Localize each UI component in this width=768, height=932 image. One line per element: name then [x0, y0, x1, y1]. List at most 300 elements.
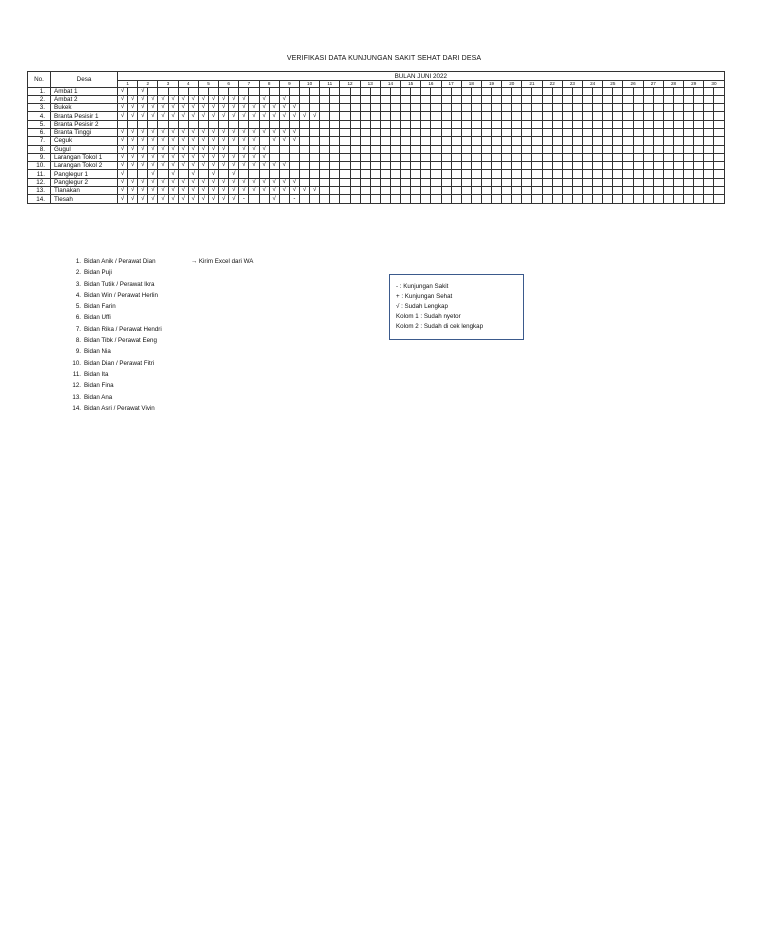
- mark-kolom-2: [572, 128, 582, 136]
- legend-item: + : Kunjungan Sehat: [396, 293, 453, 300]
- mark-kolom-1: [542, 104, 552, 112]
- mark-kolom-2: √: [128, 145, 138, 153]
- mark-kolom-2: [431, 120, 441, 128]
- mark-kolom-2: √: [208, 104, 218, 112]
- mark-kolom-2: √: [289, 128, 299, 136]
- mark-kolom-2: [431, 195, 441, 203]
- mark-kolom-1: [441, 178, 451, 186]
- mark-kolom-2: √: [188, 104, 198, 112]
- mark-kolom-1: [340, 195, 350, 203]
- row-desa: Branta Tinggi: [51, 128, 118, 136]
- mark-kolom-1: [542, 128, 552, 136]
- day-header: 5: [198, 81, 218, 88]
- officer-number: 11.: [72, 370, 81, 378]
- mark-kolom-1: [623, 162, 633, 170]
- mark-kolom-2: [310, 87, 320, 95]
- mark-kolom-1: [279, 145, 289, 153]
- row-desa: Larangan Tokol 1: [51, 153, 118, 161]
- mark-kolom-2: [532, 128, 542, 136]
- mark-kolom-1: [340, 95, 350, 103]
- mark-kolom-2: √: [148, 153, 158, 161]
- mark-kolom-1: [421, 178, 431, 186]
- mark-kolom-1: [502, 112, 512, 120]
- mark-kolom-2: √: [229, 187, 239, 195]
- mark-kolom-2: [471, 178, 481, 186]
- mark-kolom-1: [603, 137, 613, 145]
- mark-kolom-2: [593, 178, 603, 186]
- mark-kolom-1: √: [299, 187, 309, 195]
- table-row: [28, 187, 725, 195]
- mark-kolom-2: [633, 120, 643, 128]
- list-item: [64, 312, 162, 323]
- mark-kolom-2: [532, 120, 542, 128]
- mark-kolom-2: √: [249, 112, 259, 120]
- mark-kolom-1: √: [198, 104, 208, 112]
- mark-kolom-2: √: [128, 178, 138, 186]
- mark-kolom-1: [542, 187, 552, 195]
- officer-number: 5.: [75, 303, 81, 311]
- legend-item: Kolom 2 : Sudah di cek lengkap: [396, 323, 484, 330]
- mark-kolom-2: [593, 104, 603, 112]
- mark-kolom-1: √: [118, 178, 128, 186]
- list-item: [64, 290, 162, 301]
- mark-kolom-1: [522, 120, 532, 128]
- mark-kolom-1: [704, 128, 714, 136]
- mark-kolom-1: [299, 120, 309, 128]
- mark-kolom-2: √: [128, 137, 138, 145]
- mark-kolom-2: [694, 187, 704, 195]
- mark-kolom-1: [340, 128, 350, 136]
- mark-kolom-1: √: [118, 162, 128, 170]
- mark-kolom-1: [562, 120, 572, 128]
- mark-kolom-2: [552, 162, 562, 170]
- mark-kolom-1: [603, 128, 613, 136]
- mark-kolom-1: [421, 95, 431, 103]
- mark-kolom-2: √: [188, 112, 198, 120]
- mark-kolom-1: √: [158, 128, 168, 136]
- mark-kolom-1: [481, 120, 491, 128]
- mark-kolom-1: √: [259, 112, 269, 120]
- mark-kolom-2: [249, 195, 259, 203]
- mark-kolom-1: [320, 153, 330, 161]
- mark-kolom-2: [390, 153, 400, 161]
- mark-kolom-1: √: [158, 95, 168, 103]
- mark-kolom-2: [674, 153, 684, 161]
- mark-kolom-2: [310, 162, 320, 170]
- officer-name: Bidan Ita: [84, 370, 109, 378]
- mark-kolom-1: √: [239, 162, 249, 170]
- mark-kolom-2: [674, 87, 684, 95]
- mark-kolom-1: [299, 145, 309, 153]
- mark-kolom-1: √: [198, 145, 208, 153]
- mark-kolom-2: [330, 137, 340, 145]
- mark-kolom-1: [320, 104, 330, 112]
- mark-kolom-1: [461, 104, 471, 112]
- mark-kolom-1: √: [158, 153, 168, 161]
- mark-kolom-2: [229, 120, 239, 128]
- mark-kolom-2: [653, 153, 663, 161]
- mark-kolom-2: [674, 162, 684, 170]
- day-header: 15: [401, 81, 421, 88]
- mark-kolom-2: [471, 162, 481, 170]
- mark-kolom-1: [502, 128, 512, 136]
- mark-kolom-1: √: [259, 128, 269, 136]
- mark-kolom-1: [562, 162, 572, 170]
- mark-kolom-1: [461, 162, 471, 170]
- mark-kolom-2: √: [168, 162, 178, 170]
- mark-kolom-1: [603, 170, 613, 178]
- mark-kolom-2: [694, 112, 704, 120]
- mark-kolom-1: [401, 187, 411, 195]
- mark-kolom-1: √: [219, 95, 229, 103]
- mark-kolom-1: [320, 170, 330, 178]
- mark-kolom-1: [461, 137, 471, 145]
- mark-kolom-1: [401, 170, 411, 178]
- mark-kolom-1: [623, 187, 633, 195]
- mark-kolom-2: [552, 137, 562, 145]
- mark-kolom-2: [653, 120, 663, 128]
- mark-kolom-1: [421, 170, 431, 178]
- mark-kolom-1: [259, 195, 269, 203]
- mark-kolom-2: [492, 112, 502, 120]
- mark-kolom-2: [471, 120, 481, 128]
- mark-kolom-2: [350, 195, 360, 203]
- mark-kolom-2: [289, 170, 299, 178]
- mark-kolom-1: √: [138, 178, 148, 186]
- mark-kolom-2: [471, 95, 481, 103]
- header-month: BULAN JUNI 2022: [118, 72, 725, 81]
- mark-kolom-2: √: [229, 153, 239, 161]
- mark-kolom-2: [613, 120, 623, 128]
- mark-kolom-1: [583, 128, 593, 136]
- mark-kolom-2: [269, 87, 279, 95]
- mark-kolom-1: [542, 153, 552, 161]
- mark-kolom-1: √: [198, 137, 208, 145]
- mark-kolom-1: [360, 153, 370, 161]
- mark-kolom-2: √: [188, 187, 198, 195]
- officer-number: 7.: [75, 325, 81, 333]
- mark-kolom-1: [684, 112, 694, 120]
- mark-kolom-2: [492, 120, 502, 128]
- mark-kolom-1: [502, 137, 512, 145]
- mark-kolom-2: [492, 187, 502, 195]
- table-row: [28, 120, 725, 128]
- mark-kolom-2: [532, 153, 542, 161]
- mark-kolom-1: [219, 87, 229, 95]
- mark-kolom-1: [684, 95, 694, 103]
- mark-kolom-2: [289, 145, 299, 153]
- mark-kolom-2: [249, 87, 259, 95]
- mark-kolom-2: [370, 170, 380, 178]
- mark-kolom-2: [613, 153, 623, 161]
- mark-kolom-2: [674, 170, 684, 178]
- mark-kolom-1: [663, 120, 673, 128]
- row-number: 14.: [28, 195, 51, 203]
- mark-kolom-1: [663, 104, 673, 112]
- mark-kolom-1: [401, 128, 411, 136]
- mark-kolom-2: [613, 104, 623, 112]
- mark-kolom-1: [401, 153, 411, 161]
- mark-kolom-1: [643, 112, 653, 120]
- mark-kolom-1: [603, 153, 613, 161]
- mark-kolom-2: √: [208, 112, 218, 120]
- mark-kolom-2: [532, 178, 542, 186]
- mark-kolom-2: [492, 170, 502, 178]
- mark-kolom-1: [380, 95, 390, 103]
- mark-kolom-2: [653, 195, 663, 203]
- day-header: 25: [603, 81, 623, 88]
- mark-kolom-2: [593, 187, 603, 195]
- day-header: 10: [299, 81, 319, 88]
- mark-kolom-2: [613, 87, 623, 95]
- mark-kolom-2: [512, 162, 522, 170]
- day-header: 24: [583, 81, 603, 88]
- mark-kolom-2: √: [148, 95, 158, 103]
- mark-kolom-1: [380, 120, 390, 128]
- mark-kolom-1: √: [219, 112, 229, 120]
- mark-kolom-2: [633, 137, 643, 145]
- mark-kolom-1: [299, 95, 309, 103]
- mark-kolom-2: [128, 87, 138, 95]
- document-title: VERIFIKASI DATA KUNJUNGAN SAKIT SEHAT DARI DESA: [286, 55, 482, 62]
- mark-kolom-1: [441, 112, 451, 120]
- mark-kolom-2: √: [148, 187, 158, 195]
- mark-kolom-2: [289, 95, 299, 103]
- mark-kolom-2: √: [188, 137, 198, 145]
- mark-kolom-1: √: [198, 112, 208, 120]
- mark-kolom-1: [401, 87, 411, 95]
- mark-kolom-1: [299, 170, 309, 178]
- mark-kolom-1: -: [239, 195, 249, 203]
- mark-kolom-2: [694, 120, 704, 128]
- mark-kolom-2: √: [128, 104, 138, 112]
- mark-kolom-2: [451, 187, 461, 195]
- mark-kolom-2: √: [249, 128, 259, 136]
- mark-kolom-2: √: [289, 187, 299, 195]
- mark-kolom-2: [431, 104, 441, 112]
- mark-kolom-2: [370, 95, 380, 103]
- mark-kolom-2: [390, 112, 400, 120]
- mark-kolom-2: √: [229, 195, 239, 203]
- mark-kolom-1: [239, 87, 249, 95]
- mark-kolom-2: [593, 153, 603, 161]
- mark-kolom-1: [380, 145, 390, 153]
- mark-kolom-1: [522, 95, 532, 103]
- list-item: [64, 403, 162, 414]
- table-header-row: [28, 72, 725, 81]
- mark-kolom-2: √: [229, 128, 239, 136]
- mark-kolom-2: [350, 162, 360, 170]
- mark-kolom-1: [623, 170, 633, 178]
- mark-kolom-1: [380, 153, 390, 161]
- mark-kolom-1: [522, 128, 532, 136]
- mark-kolom-1: [441, 187, 451, 195]
- mark-kolom-2: [653, 95, 663, 103]
- mark-kolom-1: √: [138, 162, 148, 170]
- mark-kolom-1: [542, 120, 552, 128]
- mark-kolom-2: [208, 120, 218, 128]
- mark-kolom-2: [552, 120, 562, 128]
- mark-kolom-1: √: [259, 104, 269, 112]
- mark-kolom-1: √: [138, 145, 148, 153]
- mark-kolom-2: [269, 120, 279, 128]
- mark-kolom-1: √: [118, 112, 128, 120]
- mark-kolom-1: [522, 170, 532, 178]
- mark-kolom-2: [633, 170, 643, 178]
- mark-kolom-2: [572, 137, 582, 145]
- mark-kolom-2: [289, 120, 299, 128]
- mark-kolom-1: [542, 195, 552, 203]
- mark-kolom-2: √: [148, 145, 158, 153]
- mark-kolom-2: √: [208, 137, 218, 145]
- mark-kolom-2: [492, 178, 502, 186]
- mark-kolom-1: [320, 162, 330, 170]
- mark-kolom-1: [259, 170, 269, 178]
- mark-kolom-2: [572, 195, 582, 203]
- mark-kolom-2: [471, 195, 481, 203]
- mark-kolom-2: [431, 178, 441, 186]
- mark-kolom-1: [320, 137, 330, 145]
- mark-kolom-1: [542, 137, 552, 145]
- mark-kolom-1: √: [178, 145, 188, 153]
- mark-kolom-1: √: [118, 95, 128, 103]
- mark-kolom-2: [451, 120, 461, 128]
- header-desa: Desa: [51, 72, 118, 88]
- row-desa: Ceguk: [51, 137, 118, 145]
- mark-kolom-1: [643, 153, 653, 161]
- mark-kolom-2: [370, 104, 380, 112]
- mark-kolom-1: [461, 95, 471, 103]
- mark-kolom-1: [441, 162, 451, 170]
- mark-kolom-2: [572, 145, 582, 153]
- mark-kolom-2: [674, 95, 684, 103]
- officer-number: 4.: [75, 291, 81, 299]
- mark-kolom-2: [593, 137, 603, 145]
- mark-kolom-2: √: [229, 137, 239, 145]
- officer-list: [64, 256, 162, 414]
- mark-kolom-1: [704, 178, 714, 186]
- mark-kolom-2: [249, 120, 259, 128]
- mark-kolom-1: [684, 153, 694, 161]
- mark-kolom-2: [694, 178, 704, 186]
- mark-kolom-2: [390, 187, 400, 195]
- mark-kolom-2: √: [310, 187, 320, 195]
- day-header: 28: [663, 81, 683, 88]
- mark-kolom-1: [663, 162, 673, 170]
- mark-kolom-1: [441, 87, 451, 95]
- mark-kolom-2: √: [229, 162, 239, 170]
- mark-kolom-1: [522, 145, 532, 153]
- mark-kolom-1: √: [178, 153, 188, 161]
- mark-kolom-2: [613, 128, 623, 136]
- mark-kolom-1: [441, 104, 451, 112]
- mark-kolom-1: [178, 87, 188, 95]
- mark-kolom-2: √: [208, 195, 218, 203]
- mark-kolom-2: √: [249, 137, 259, 145]
- mark-kolom-1: [239, 170, 249, 178]
- mark-kolom-1: [340, 162, 350, 170]
- mark-kolom-1: [340, 104, 350, 112]
- mark-kolom-1: [481, 145, 491, 153]
- mark-kolom-2: √: [168, 187, 178, 195]
- mark-kolom-1: [562, 145, 572, 153]
- mark-kolom-1: [704, 170, 714, 178]
- mark-kolom-1: [421, 120, 431, 128]
- mark-kolom-1: √: [219, 195, 229, 203]
- mark-kolom-1: [603, 195, 613, 203]
- mark-kolom-2: [431, 187, 441, 195]
- mark-kolom-1: [198, 120, 208, 128]
- mark-kolom-1: [704, 104, 714, 112]
- mark-kolom-1: [259, 87, 269, 95]
- mark-kolom-1: [643, 104, 653, 112]
- mark-kolom-2: √: [269, 112, 279, 120]
- mark-kolom-2: √: [208, 162, 218, 170]
- mark-kolom-1: √: [178, 128, 188, 136]
- mark-kolom-2: [714, 170, 724, 178]
- mark-kolom-2: [310, 120, 320, 128]
- mark-kolom-1: [421, 153, 431, 161]
- mark-kolom-2: [512, 104, 522, 112]
- mark-kolom-1: √: [178, 178, 188, 186]
- mark-kolom-2: [613, 162, 623, 170]
- mark-kolom-1: [663, 153, 673, 161]
- mark-kolom-2: [694, 153, 704, 161]
- mark-kolom-1: [481, 95, 491, 103]
- mark-kolom-1: [502, 120, 512, 128]
- mark-kolom-2: [350, 95, 360, 103]
- mark-kolom-2: [168, 120, 178, 128]
- mark-kolom-1: [401, 120, 411, 128]
- mark-kolom-1: √: [118, 128, 128, 136]
- day-header: 30: [704, 81, 724, 88]
- mark-kolom-1: √: [138, 128, 148, 136]
- mark-kolom-2: √: [128, 128, 138, 136]
- mark-kolom-2: [674, 137, 684, 145]
- mark-kolom-2: [148, 87, 158, 95]
- mark-kolom-2: [370, 87, 380, 95]
- mark-kolom-1: [663, 87, 673, 95]
- officer-name: Bidan Tutik / Perawat Ikra: [84, 280, 155, 288]
- mark-kolom-2: [451, 178, 461, 186]
- mark-kolom-2: [370, 128, 380, 136]
- mark-kolom-2: √: [128, 112, 138, 120]
- mark-kolom-2: √: [289, 178, 299, 186]
- mark-kolom-1: [603, 112, 613, 120]
- mark-kolom-2: [350, 104, 360, 112]
- mark-kolom-1: √: [178, 195, 188, 203]
- mark-kolom-2: [269, 153, 279, 161]
- mark-kolom-2: [289, 162, 299, 170]
- mark-kolom-1: [421, 145, 431, 153]
- table-row: [28, 112, 725, 120]
- mark-kolom-1: [562, 112, 572, 120]
- mark-kolom-2: √: [168, 95, 178, 103]
- mark-kolom-2: [593, 128, 603, 136]
- mark-kolom-2: [633, 112, 643, 120]
- mark-kolom-1: √: [219, 137, 229, 145]
- mark-kolom-2: [370, 187, 380, 195]
- mark-kolom-2: [552, 170, 562, 178]
- mark-kolom-2: [390, 145, 400, 153]
- mark-kolom-1: [259, 137, 269, 145]
- mark-kolom-1: √: [198, 162, 208, 170]
- mark-kolom-2: [613, 112, 623, 120]
- day-header: 9: [279, 81, 299, 88]
- mark-kolom-2: [674, 195, 684, 203]
- mark-kolom-1: √: [259, 145, 269, 153]
- mark-kolom-2: √: [208, 145, 218, 153]
